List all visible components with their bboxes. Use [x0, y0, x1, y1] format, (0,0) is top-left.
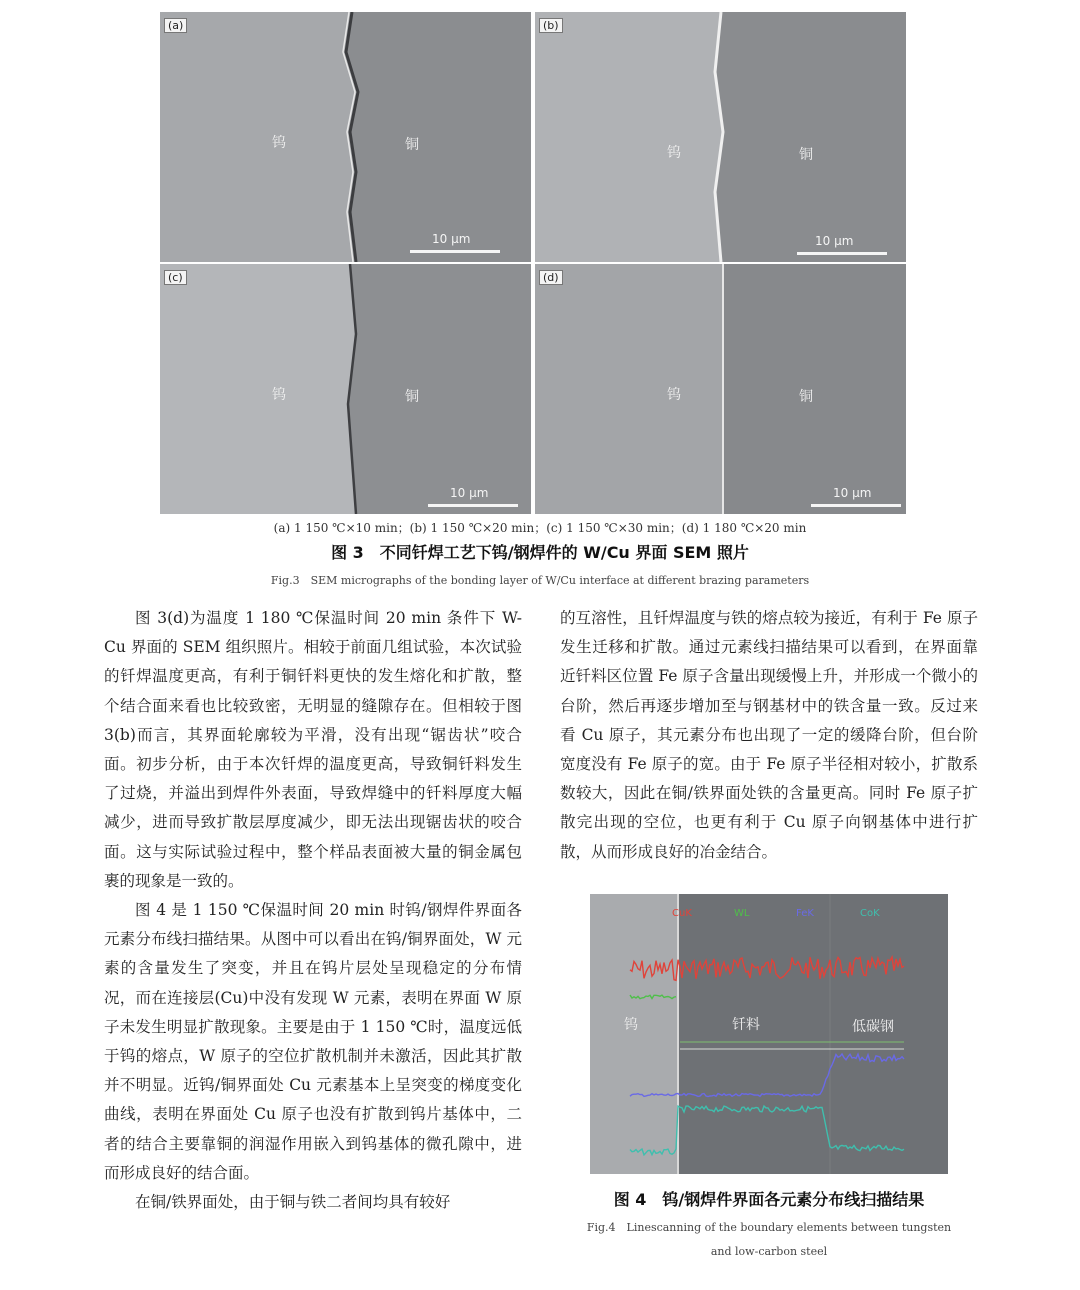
- region-steel: 低碳钢: [852, 1019, 894, 1035]
- panel-label: (b): [539, 18, 563, 33]
- figure-3-subcaption: (a) 1 150 ℃×10 min；(b) 1 150 ℃×20 min；(c) 1 150 ℃×30 min；(d) 1 180 ℃×20 min: [273, 521, 807, 535]
- figure-3: [160, 12, 916, 514]
- tungsten-label: 钨: [667, 387, 681, 403]
- figure-3-title: 图 3 不同钎焊工艺下钨/钢焊件的 W/Cu 界面 SEM 照片: [331, 543, 749, 562]
- region-filler: 钎料: [732, 1017, 760, 1033]
- sem-image-a: [160, 12, 531, 262]
- legend-cu: CuK: [672, 908, 692, 919]
- sem-image-b: [535, 12, 906, 262]
- scale-text: 10 μm: [815, 234, 854, 248]
- copper-label: 铜: [799, 389, 813, 405]
- paragraph: 的互溶性，且钎焊温度与铁的熔点较为接近，有利于 Fe 原子发生迁移和扩散。通过元素线扫描结果可以看到，在界面靠近钎料区位置 Fe 原子含量出现缓慢上升，并形成一个微小的台阶，然后再逐步增加至与钢基材中的铁含量一致。反过来看 Cu 原子，其元素分布也出现了一定的缓降台阶，但台阶宽度没有 Fe 原子的宽。由于 Fe 原子半径相对较小，扩散系数较大，因此在铜/铁界面处铁的含量更高。同时 Fe 原子扩散完出现的空位，也更有利于 Cu 原子向钢基体中进行扩散，从而形成良好的冶金结合。: [560, 609, 978, 861]
- scale-bar: [811, 504, 901, 507]
- legend-w: WL: [734, 908, 750, 919]
- sem-image-d: [535, 264, 906, 514]
- sem-panel-b: [535, 12, 906, 262]
- scale-bar: [410, 250, 500, 253]
- tungsten-label: 钨: [272, 135, 286, 151]
- figure-4-title: 图 4 钨/钢焊件界面各元素分布线扫描结果: [613, 1190, 925, 1209]
- panel-label: (a): [164, 18, 187, 33]
- scale-text: 10 μm: [432, 232, 471, 246]
- sem-panel-a: [160, 12, 531, 262]
- figure-4-title-en-line1: Fig.4 Linescanning of the boundary elements between tungsten: [586, 1221, 952, 1234]
- scale-text: 10 μm: [833, 486, 872, 500]
- figure-4-title-en-line2: and low-carbon steel: [710, 1245, 828, 1258]
- sem-panel-c: [160, 264, 531, 514]
- panel-label: (c): [164, 270, 187, 285]
- tungsten-label: 钨: [667, 145, 681, 161]
- legend-co: CoK: [860, 908, 880, 919]
- body-right-column: [560, 604, 978, 867]
- paragraph: 图 4 是 1 150 ℃保温时间 20 min 时钨/钢焊件界面各元素分布线扫描结果。从图中可以看出在钨/铜界面处，W 元素的含量发生了突变，并且在钨片层处呈现稳定的分布情况，而在连接层(Cu)中没有发现 W 元素，表明在界面 W 原子未发生明显扩散现象。主要是由于 1 150 ℃时，温度远低于钨的熔点，W 原子的空位扩散机制并未激活，因此其扩散并不明显。近钨/铜界面处 Cu 元素基本上呈突变的梯度变化曲线，表明在界面处 Cu 原子也没有扩散到钨片基体中，二者的结合主要靠铜的润湿作用嵌入到钨基体的微孔隙中，进而形成良好的结合面。: [104, 901, 522, 1182]
- figure-4: [590, 894, 948, 1174]
- sem-panel-d: [535, 264, 906, 514]
- panel-label: (d): [539, 270, 563, 285]
- copper-label: 铜: [405, 137, 419, 153]
- figure-4-title-en: [560, 1216, 978, 1264]
- sem-image-c: [160, 264, 531, 514]
- scale-bar: [428, 504, 518, 507]
- legend-fe: FeK: [796, 908, 814, 919]
- copper-label: 铜: [799, 147, 813, 163]
- paragraph: 图 3(d)为温度 1 180 ℃保温时间 20 min 条件下 W-Cu 界面的 SEM 组织照片。相较于前面几组试验，本次试验的钎焊温度更高，有利于铜钎料更快的发生熔化和扩散，整个结合面来看也比较致密，无明显的缝隙存在。但相较于图 3(b)而言，其界面轮廓较为平滑，没有出现“锯齿状”咬合面。初步分析，由于本次钎焊的温度更高，导致铜钎料发生了过烧，并溢出到焊件外表面，导致焊缝中的钎料厚度大幅减少，进而导致扩散层厚度减少，即无法出现锯齿状的咬合面。这与实际试验过程中，整个样品表面被大量的铜金属包裹的现象是一致的。: [104, 609, 522, 890]
- paragraph: 在铜/铁界面处，由于铜与铁二者间均具有较好: [135, 1193, 451, 1212]
- linescan-image: [590, 894, 948, 1174]
- tungsten-label: 钨: [272, 387, 286, 403]
- scale-bar: [797, 252, 887, 255]
- figure-3-title-en: Fig.3 SEM micrographs of the bonding layer of W/Cu interface at different brazing parameters: [270, 574, 810, 587]
- scale-text: 10 μm: [450, 486, 489, 500]
- region-tungsten: 钨: [624, 1017, 638, 1033]
- body-left-column: [104, 604, 522, 1217]
- copper-label: 铜: [405, 389, 419, 405]
